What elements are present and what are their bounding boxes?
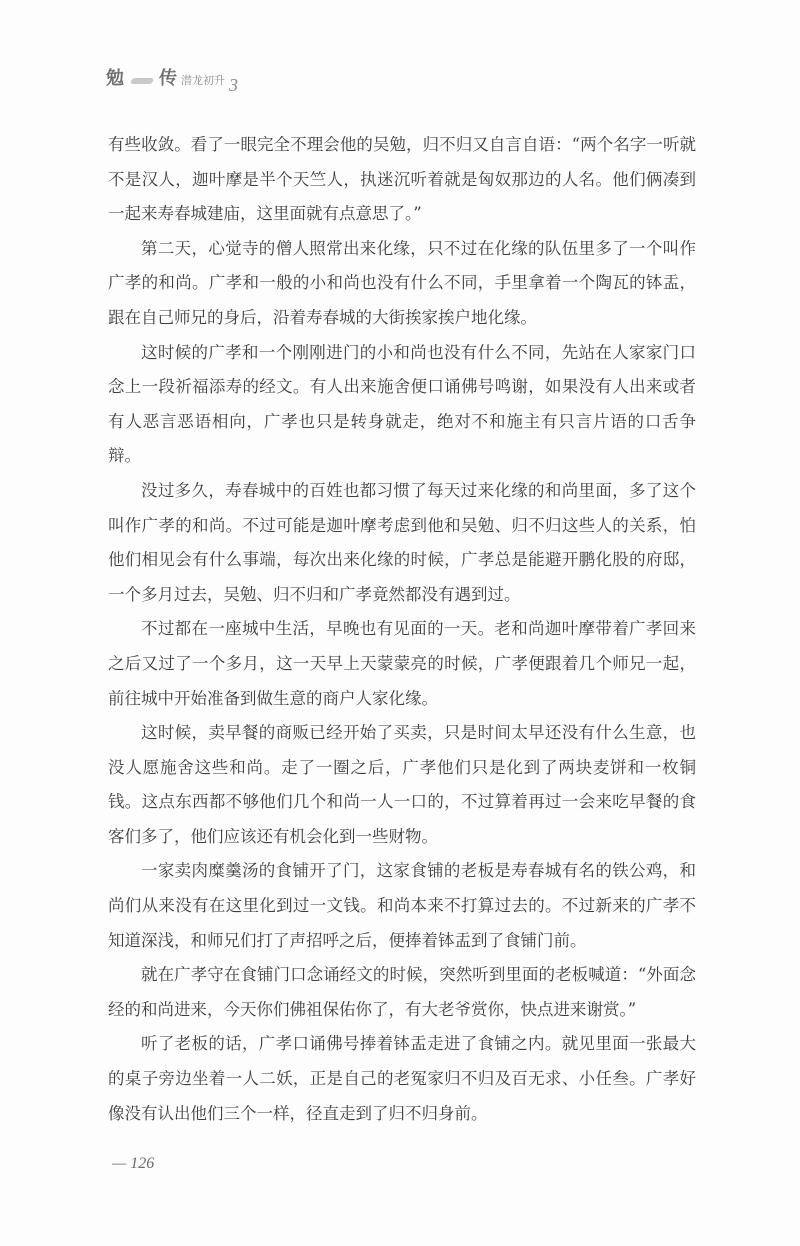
running-head-char-1: 勉 — [106, 68, 125, 89]
running-head-dragon-mark — [130, 78, 154, 84]
paragraph-1: 有些收敛。看了一眼完全不理会他的吴勉，归不归又自言自语：“两个名字一听就不是汉人，迦叶摩是半个天竺人，执迷沉听着就是匈奴那边的人名。他们俩凑到一起来寿春城建庙，这里面就有点意思了。” — [108, 135, 696, 224]
paragraph-5: 不过都在一座城中生活，早晚也有见面的一天。老和尚迦叶摩带着广孝回来之后又过了一个多月，这一天早上天蒙蒙亮的时候，广孝便跟着几个师兄一起，前往城中开始准备到做生意的商户人家化缘。 — [108, 619, 696, 708]
paragraph-2: 第二天，心觉寺的僧人照常出来化缘，只不过在化缘的队伍里多了一个叫作广孝的和尚。广孝和一般的小和尚也没有什么不同，手里拿着一个陶瓦的钵盂，跟在自己师兄的身后，沿着寿春城的大街挨家挨户地化缘。 — [108, 238, 696, 327]
paragraph-8: 就在广孝守在食铺门口念诵经文的时候，突然听到里面的老板喊道：“外面念经的和尚进来，今天你们佛祖保佑你了，有大老爷赏你，快点进来谢赏。” — [108, 965, 696, 1019]
paragraph-9: 听了老板的话，广孝口诵佛号捧着钵盂走进了食铺之内。就见里面一张最大的桌子旁边坐着一人二妖，正是自己的老冤家归不归及百无求、小任叁。广孝好像没有认出他们三个一样，径直走到了归不归身前。 — [108, 1034, 696, 1123]
body-text — [108, 128, 696, 1131]
paragraph-7: 一家卖肉糜羹汤的食铺开了门，这家食铺的老板是寿春城有名的铁公鸡，和尚们从来没有在这里化到过一文钱。和尚本来不打算过去的。不过新来的广孝不知道深浅，和师兄们打了声招呼之后，便捧着钵盂到了食铺门前。 — [108, 861, 696, 950]
running-head — [106, 50, 238, 95]
running-head-volume-number: 3 — [229, 75, 238, 95]
paragraph-4: 没过多久，寿春城中的百姓也都习惯了每天过来化缘的和尚里面，多了这个叫作广孝的和尚。不过可能是迦叶摩考虑到他和吴勉、归不归这些人的关系，怕他们相见会有什么事端，每次出来化缘的时候，广孝总是能避开鹏化股的府邸，一个多月过去，吴勉、归不归和广孝竟然都没有遇到过。 — [108, 480, 696, 604]
running-head-char-2: 传 — [159, 68, 177, 89]
running-head-subtitle: 潜龙初升 — [181, 74, 225, 87]
paragraph-6: 这时候，卖早餐的商贩已经开始了买卖，只是时间太早还没有什么生意，也没人愿施舍这些和尚。走了一圈之后，广孝他们只是化到了两块麦饼和一枚铜钱。这点东西都不够他们几个和尚一人一口的，不过算着再过一会来吃早餐的食客们多了，他们应该还有机会化到一些财物。 — [108, 723, 696, 846]
page-number: — 126 — [112, 1155, 155, 1172]
paragraph-3: 这时候的广孝和一个刚刚进门的小和尚也没有什么不同，先站在人家家门口念上一段祈福添寿的经文。有人出来施舍便口诵佛号鸣谢，如果没有人出来或者有人恶言恶语相向，广孝也只是转身就走，绝对不和施主有只言片语的口舌争辩。 — [108, 342, 696, 466]
